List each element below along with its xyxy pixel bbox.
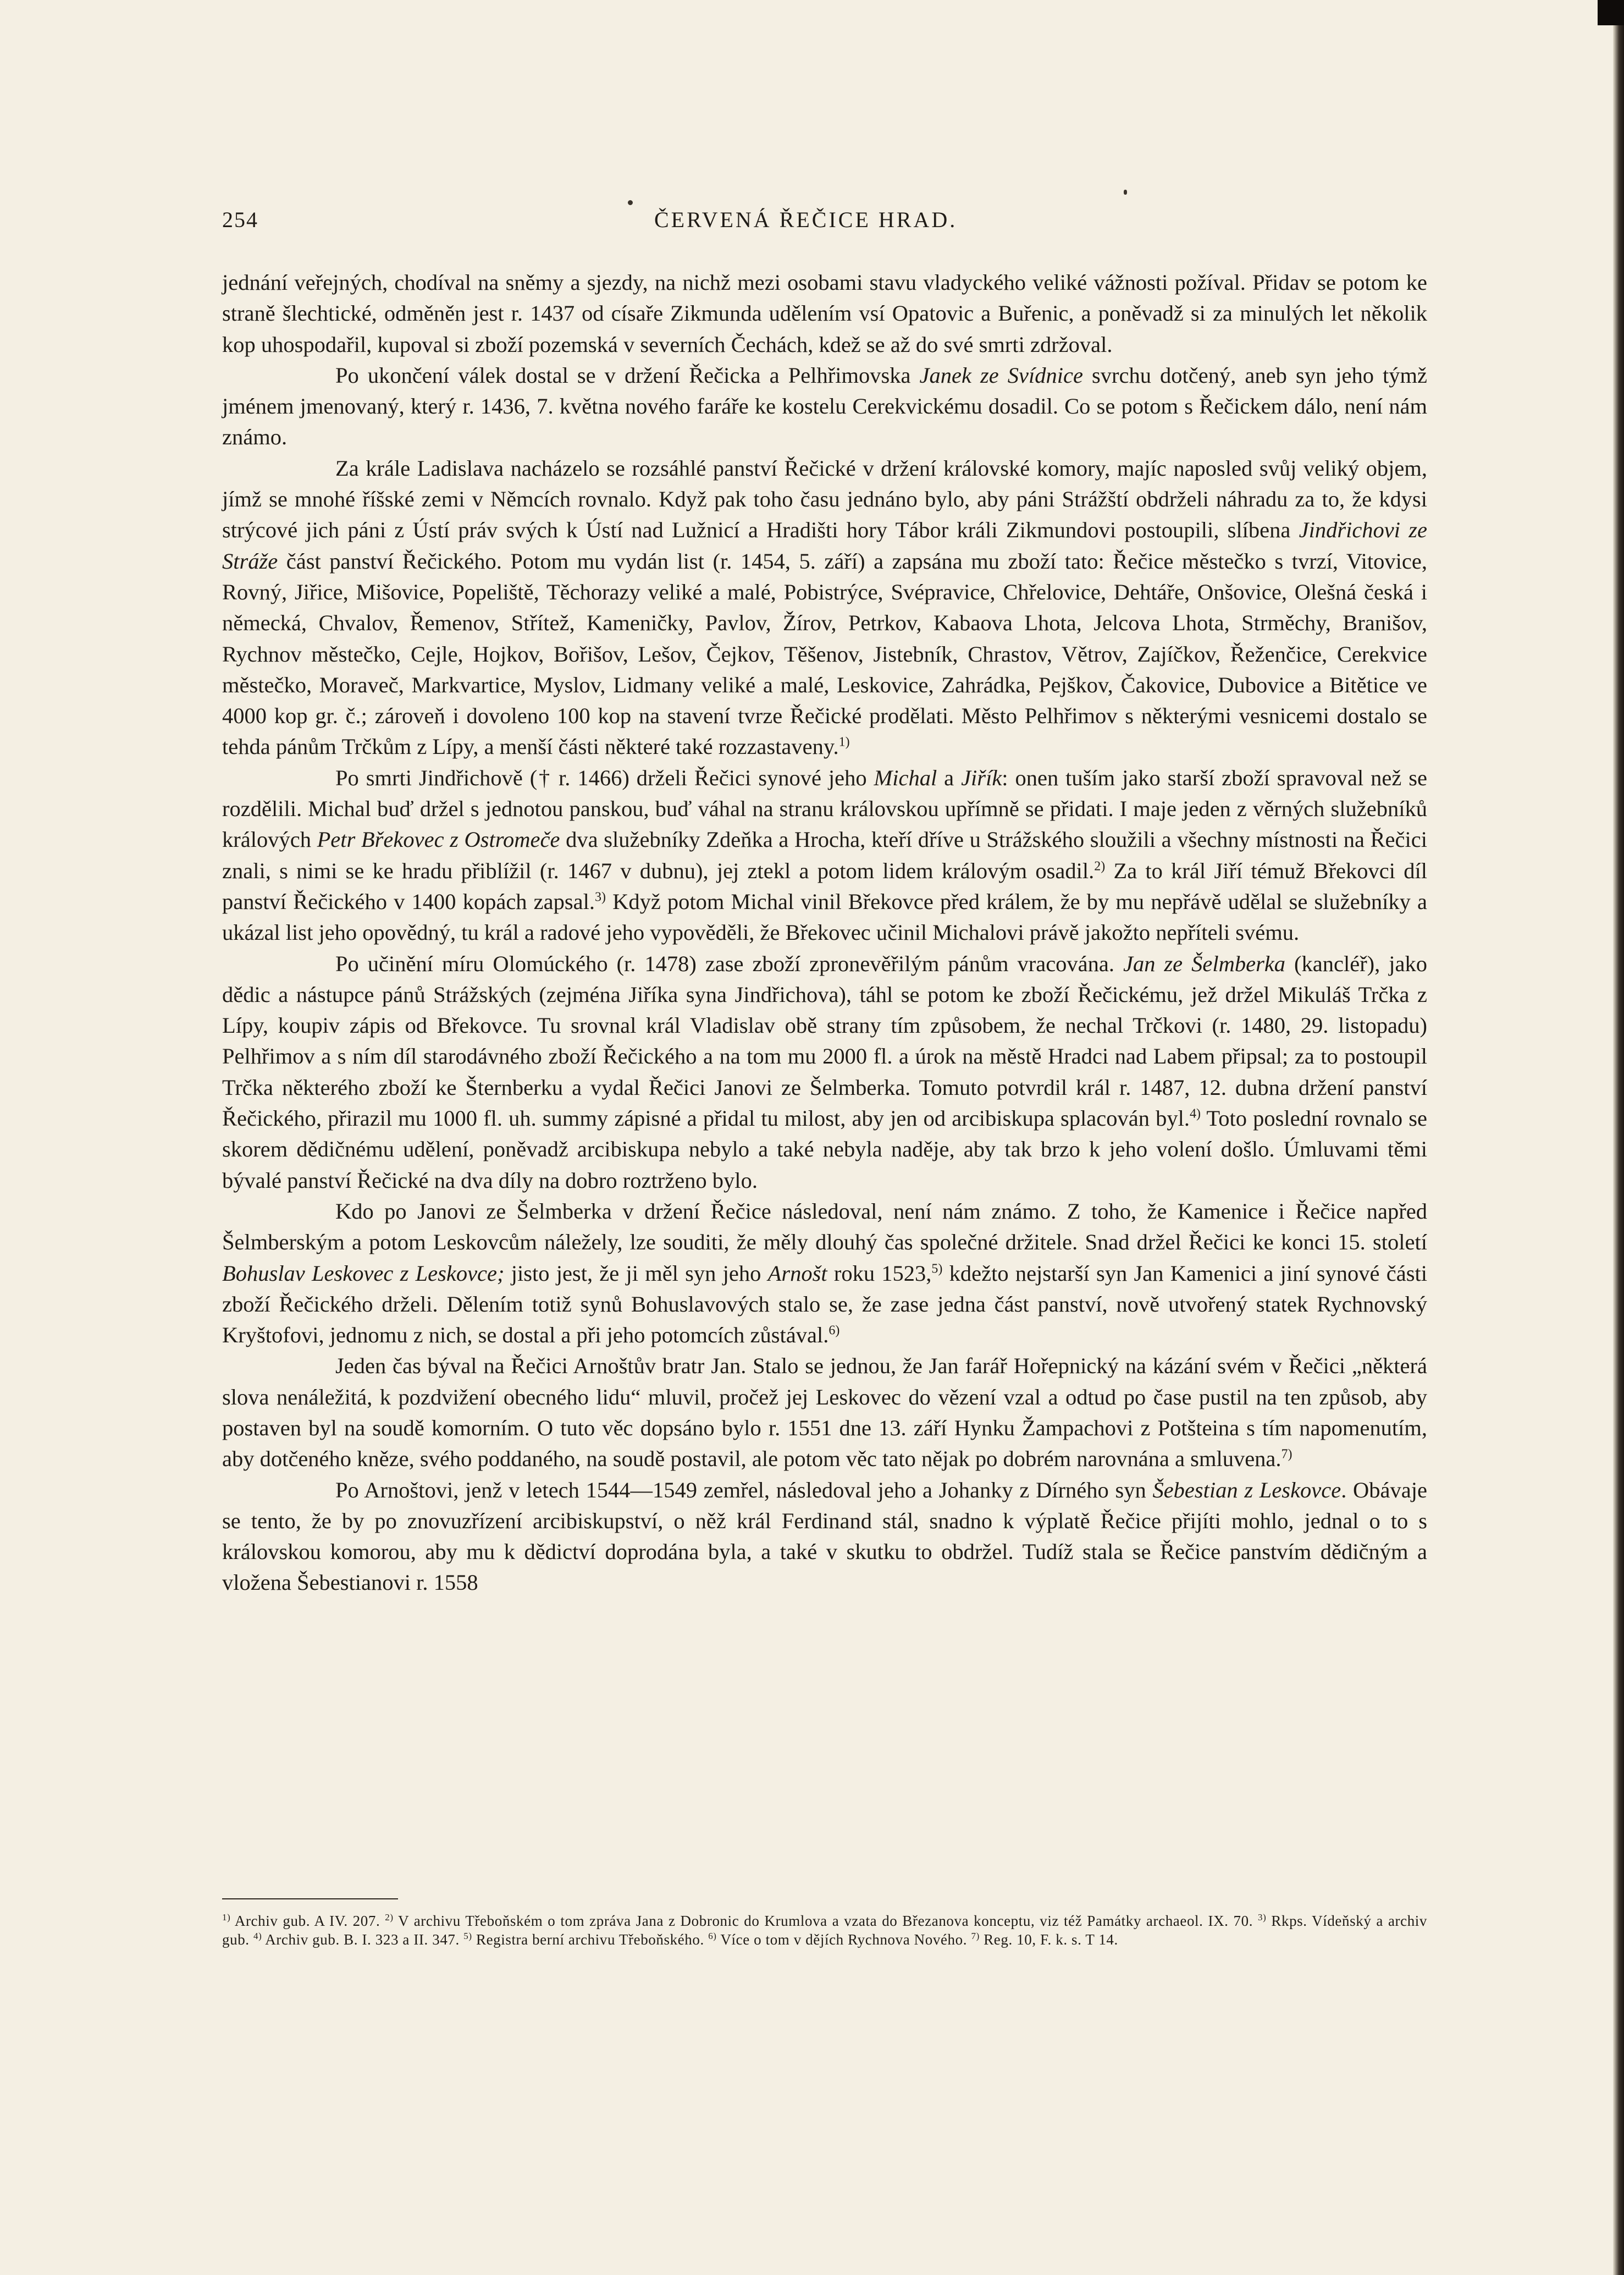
footnote-reference: 2) [1094, 859, 1106, 874]
italic-name: Arnošt [767, 1260, 827, 1286]
footnote-number: 5) [463, 1931, 472, 1941]
paragraph [222, 360, 1427, 453]
footnote [253, 1931, 463, 1948]
footnote-divider [222, 1898, 398, 1899]
page-edge-shadow [1613, 0, 1624, 2275]
footnote-text: Více o tom v dějích Rychnova Nového. [716, 1931, 971, 1948]
footnote-number: 6) [708, 1931, 717, 1941]
paragraph [222, 1196, 1427, 1351]
text-run: jednání veřejných, chodíval na sněmy a sjezdy, na nichž mezi osobami stavu vladyckého veliké vážnosti požíval. Přidav se potom ke straně šlechtické, odměněn jest r. 1437 od císaře Zikmunda udělením vsí Opatovic a Buřenic, a poněvadž si za minulých let několik kop uhospodařil, kupoval si zboží pozemská v severních Čechách, kdež se až do své smrti zdržoval. [222, 270, 1427, 357]
italic-name: Janek ze Svídnice [919, 362, 1083, 388]
text-run: Toto poslední rovnalo se skorem dědičnému udělení, poněvadž arcibiskupa nebylo a také nebyla naděje, aby tak brzo k jeho volení došlo. Úmluvami těmi bývalé panství Řečické na dva díly na dobro roztrženo bylo. [222, 1106, 1428, 1193]
paragraph [222, 1351, 1427, 1474]
text-run: Po učinění míru Olomúckého (r. 1478) zase zboží zpronevěřilým pánům vracována. [335, 951, 1123, 976]
footnote [385, 1913, 1258, 1929]
footnote-number: 4) [253, 1931, 262, 1941]
italic-name: Šebestian z Leskovce [1152, 1477, 1341, 1502]
footnote [463, 1931, 708, 1948]
footnote [222, 1913, 385, 1929]
italic-name: Jan ze Šelmberka [1123, 951, 1286, 976]
text-run: Když potom Michal vinil Břekovce před králem, že by mu nepřávě udělal se služebníky a ukázal list jeho opovědný, tu král a radové jeho vypověděli, že Břekovec učinil Michalovi právě jakožto nepříteli svému. [222, 889, 1427, 945]
footnote [708, 1931, 971, 1948]
footnote-reference: 5) [931, 1262, 943, 1276]
italic-name: Jindřichovi ze Stráže [222, 517, 1427, 574]
paragraph [222, 267, 1427, 360]
footnote-reference: 1) [838, 735, 850, 750]
footnote-reference: 7) [1281, 1447, 1292, 1462]
text-run: část panství Řečického. Potom mu vydán list (r. 1454, 5. září) a zapsána mu zboží tato: Řečice městečko s tvrzí, Vitovice, Rovný, Jiřice, Mišovice, Popeliště, Těchorazy veliké a malé, Pobistrýce, Svépravice, Chřelovice, Dehtáře, Onšovice, Olešná česká i německá, Chvalov, Řemenov, Střítež, Kameničky, Pavlov, Žírov, Petrkov, Kabaova Lhota, Jelcova Lhota, Strměchy, Branišov, Rychnov městečko, Cejle, Hojkov, Bořišov, Lešov, Čejkov, Těšenov, Jistebník, Chrastov, Větrov, Zajíčkov, Řeženčice, Cerekvice městečko, Moraveč, Markvartice, Myslov, Lidmany veliké a malé, Leskovice, Zahrádka, Pejškov, Čakovice, Dubovice a Bitětice ve 4000 kop gr. č.; zároveň i dovoleno 100 kop na stavení tvrze Řečické prodělati. Město Pelhřimov s některými vesnicemi dostalo se tehda pánům Trčkům z Lípy, a menší části některé také rozzastaveny. [222, 548, 1427, 759]
print-speck [1124, 190, 1127, 195]
footnote-text: Registra berní archivu Třeboňského. [472, 1931, 709, 1948]
text-run: Po ukončení válek dostal se v držení Řečicka a Pelhřimovska [335, 362, 920, 388]
paragraph [222, 949, 1427, 1196]
text-run: a [937, 765, 962, 790]
main-text [222, 267, 1427, 1599]
footnote-number: 7) [971, 1931, 980, 1941]
footnote-number: 3) [1258, 1912, 1267, 1923]
footnote-text: Rkps. Vídeňský a archiv gub. [222, 1913, 1428, 1948]
footnote-reference: 6) [828, 1323, 840, 1338]
footnote-number: 2) [385, 1912, 394, 1923]
text-run: jisto jest, že ji měl syn jeho [504, 1260, 768, 1286]
italic-name: Bohuslav Leskovec z Leskovce; [222, 1260, 505, 1286]
italic-name: Jiřík [961, 765, 1002, 790]
footnote-text: Reg. 10, F. k. s. T 14. [979, 1931, 1118, 1948]
page-number: 254 [222, 207, 258, 232]
paragraph [222, 453, 1427, 763]
text-run: Jeden čas býval na Řečici Arnoštův bratr Jan. Stalo se jednou, že Jan farář Hořepnický na kázání svém v Řečici „některá slova nenáležitá, k pozdvižení obecného lidu“ mluvil, pročež jej Leskovec do vězení vzal a odtud po čase pustil na ten způsob, aby postaven byl na soudě komorním. O tuto věc dopsáno bylo r. 1551 dne 13. září Hynku Žampachovi z Potšteina s tím napomenutím, aby dotčeného kněze, svého poddaného, na soudě postavil, ale potom věc tato nějak po dobrém narovnána a smluvena. [222, 1353, 1427, 1472]
text-run: dva služebníky Zdeňka a Hrocha, kteří dříve u Strážského sloužili a všechny místnosti na Řečici znali, s nimi se ke hradu přiblížil (r. 1467 v dubnu), jej ztekl a potom lidem královým osadil. [222, 827, 1427, 883]
footnote-number: 1) [222, 1912, 231, 1923]
text-run: kdežto nejstarší syn Jan Kamenici a jiní synové části zboží Řečického drželi. Dělením totiž synů Bohuslavových stalo se, že zase jedna část panství, nově utvořený statek Rychnovský Kryštofovi, jednomu z nich, se dostal a při jeho potomcích zůstával. [222, 1260, 1427, 1348]
italic-name: Michal [874, 765, 937, 790]
paragraph [222, 763, 1427, 949]
text-run: (kancléř), jako dědic a nástupce pánů Strážských (zejména Jiříka syna Jindřichova), táhl se potom ke zboží Řečickému, jež držel Mikuláš Trčka z Lípy, koupiv zápis od Břekovce. Tu srovnal král Vladislav obě strany tím způsobem, že nechal Trčkovi (r. 1480, 29. listopadu) Pelhřimov a s ním díl starodávného zboží Řečického a na tom mu 2000 fl. a úrok na městě Hradci nad Labem připsal; za to postoupil Trčka některého zboží ke Šternberku a vydal Řečici Janovi ze Šelmberka. Tomuto potvrdil král r. 1487, 12. dubna držení panství Řečického, přirazil mu 1000 fl. uh. summy zápisné a přidal tu milost, aby jen od arcibiskupa splacován byl. [222, 951, 1427, 1131]
text-run: Po Arnoštovi, jenž v letech 1544—1549 zemřel, následoval jeho a Johanky z Dírného syn [335, 1477, 1153, 1502]
text-run: Po smrti Jindřichově († r. 1466) drželi Řečici synové jeho [335, 765, 874, 790]
text-run: Kdo po Janovi ze Šelmberka v držení Řečice následoval, není nám známo. Z toho, že Kamenice i Řečice napřed Šelmberským a potom Leskovcům náležely, lze souditi, že měly dlouhý čas společné držitele. Snad držel Řečici ke konci 15. století [222, 1198, 1427, 1255]
footnotes [222, 1912, 1427, 1949]
text-run: : onen tuším jako starší zboží spravoval než se rozdělili. Michal buď držel s jednotou panskou, buď váhal na stranu královskou upřímně se přidati. I maje jeden z věrných služebníků králových [222, 765, 1427, 852]
text-run: roku 1523, [827, 1260, 932, 1286]
running-title: ČERVENÁ ŘEČICE HRAD. [654, 207, 958, 232]
text-run: svrchu dotčený, aneb syn jeho týmž jménem jmenovaný, který r. 1436, 7. května nového faráře ke kostelu Cerekvickému dosadil. Co se potom s Řečickem dálo, není nám známo. [222, 362, 1427, 450]
footnote-reference: 4) [1189, 1106, 1201, 1121]
footnote-reference: 3) [594, 890, 606, 905]
footnote-text: V archivu Třeboňském o tom zpráva Jana z Dobronic do Krumlova a vzata do Březanova konceptu, viz též Památky archaeol. IX. 70. [393, 1913, 1258, 1929]
footnote-text: Archiv gub. A IV. 207. [230, 1913, 385, 1929]
footnote-text: Archiv gub. B. I. 323 a II. 347. [262, 1931, 464, 1948]
italic-name: Petr Břekovec z Ostromeče [317, 827, 560, 852]
print-speck [628, 200, 633, 205]
text-run: Za krále Ladislava nacházelo se rozsáhlé panství Řečické v držení královské komory, majíc naposled svůj veliký objem, jímž se mnohé říšské zemi v Němcích rovnalo. Když pak toho času jednáno bylo, aby páni Strážští obdrželi náhradu za to, že kdysi strýcové jich páni z Ústí práv svých k Ústí nad Lužnicí a Hradišti hory Tábor králi Zikmundovi postoupili, slíbena [222, 455, 1427, 543]
paragraph [222, 1475, 1427, 1599]
footnote [971, 1931, 1118, 1948]
corner-mark [1598, 0, 1624, 25]
text-run: Za to král Jiří témuž Břekovci díl panství Řečického v 1400 kopách zapsal. [222, 858, 1427, 914]
text-run: . Obávaje se tento, že by po znovuzřízení arcibiskupství, o něž král Ferdinand stál, snadno k výplatě Řečice přijíti mohlo, jednal o to s královskou komorou, aby mu k dědictví doprodána byla, a také v skutku to obdržel. Tudíž stala se Řečice panstvím dědičným a vložena Šebestianovi r. 1558 [222, 1477, 1427, 1595]
